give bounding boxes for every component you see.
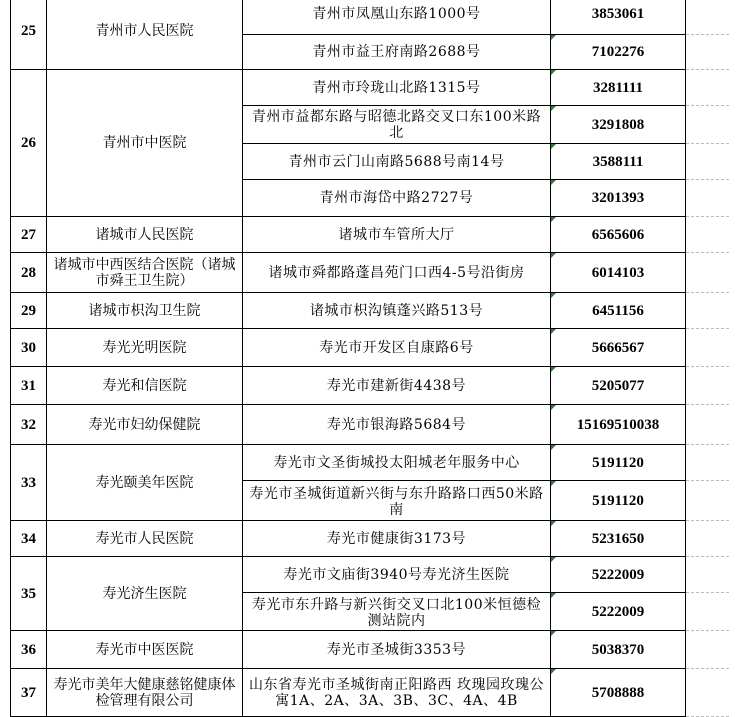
phone-cell: 5708888 [551, 669, 686, 717]
address-cell: 诸城市舜都路蓬昌苑门口西4-5号沿街房 [243, 253, 551, 293]
blank-cell [686, 669, 729, 717]
blank-cell [686, 106, 729, 144]
hospital-name: 寿光市人民医院 [47, 521, 243, 557]
table-row [11, 669, 729, 717]
hospital-name: 寿光光明医院 [47, 329, 243, 367]
row-number: 34 [11, 521, 47, 557]
address-cell: 山东省寿光市圣城街南正阳路西 玫瑰园玫瑰公寓1A、2A、3A、3B、3C、4A、4B [243, 669, 551, 717]
table-row [11, 70, 729, 106]
address-cell: 青州市玲珑山北路1315号 [243, 70, 551, 106]
address-cell: 寿光市文庙街3940号寿光济生医院 [243, 557, 551, 593]
row-number: 25 [11, 0, 47, 70]
blank-cell [686, 329, 729, 367]
address-cell: 寿光市健康街3173号 [243, 521, 551, 557]
hospital-name: 青州市中医院 [47, 70, 243, 217]
row-number: 32 [11, 405, 47, 445]
address-cell: 寿光市建新街4438号 [243, 367, 551, 405]
address-cell: 寿光市文圣街城投太阳城老年服务中心 [243, 445, 551, 481]
phone-cell: 6565606 [551, 217, 686, 253]
row-number: 37 [11, 669, 47, 717]
table-row [11, 367, 729, 405]
row-number: 35 [11, 557, 47, 631]
hospital-name: 寿光和信医院 [47, 367, 243, 405]
table-row [11, 217, 729, 253]
address-cell: 青州市凤凰山东路1000号 [243, 0, 551, 35]
row-number: 29 [11, 293, 47, 329]
hospital-name: 青州市人民医院 [47, 0, 243, 70]
blank-cell [686, 217, 729, 253]
address-cell: 寿光市圣城街3353号 [243, 631, 551, 669]
row-number: 31 [11, 367, 47, 405]
blank-cell [686, 180, 729, 217]
hospital-name: 诸城市中西医结合医院（诸城市舜王卫生院） [47, 253, 243, 293]
blank-cell [686, 35, 729, 70]
address-cell: 青州市益王府南路2688号 [243, 35, 551, 70]
phone-cell: 5191120 [551, 445, 686, 481]
blank-cell [686, 293, 729, 329]
phone-cell: 15169510038 [551, 405, 686, 445]
hospital-name: 寿光市美年大健康慈铭健康体检管理有限公司 [47, 669, 243, 717]
table-row [11, 329, 729, 367]
phone-cell: 5191120 [551, 481, 686, 521]
address-cell: 寿光市银海路5684号 [243, 405, 551, 445]
phone-cell: 3588111 [551, 144, 686, 180]
table-row [11, 521, 729, 557]
hospital-name: 诸城市人民医院 [47, 217, 243, 253]
phone-cell: 5666567 [551, 329, 686, 367]
address-cell: 青州市海岱中路2727号 [243, 180, 551, 217]
row-number: 36 [11, 631, 47, 669]
phone-cell: 5038370 [551, 631, 686, 669]
hospital-name: 寿光颐美年医院 [47, 445, 243, 521]
blank-cell [686, 405, 729, 445]
hospital-name: 诸城市枳沟卫生院 [47, 293, 243, 329]
phone-cell: 3281111 [551, 70, 686, 106]
table-row [11, 0, 729, 35]
blank-cell [686, 521, 729, 557]
address-text: 寿光市东升路与新兴街交叉口北100米恒德检测站院内 [251, 597, 542, 627]
table-row [11, 557, 729, 593]
blank-cell [686, 593, 729, 631]
blank-cell [686, 481, 729, 521]
phone-cell: 7102276 [551, 35, 686, 70]
row-number: 30 [11, 329, 47, 367]
hospital-name: 寿光市妇幼保健院 [47, 405, 243, 445]
phone-cell: 5205077 [551, 367, 686, 405]
row-number: 33 [11, 445, 47, 521]
phone-cell: 5222009 [551, 593, 686, 631]
address-cell [243, 593, 551, 631]
table-row [11, 293, 729, 329]
phone-cell: 3291808 [551, 106, 686, 144]
address-cell: 青州市云门山南路5688号南14号 [243, 144, 551, 180]
address-cell: 诸城市车管所大厅 [243, 217, 551, 253]
hospital-name: 寿光济生医院 [47, 557, 243, 631]
blank-cell [686, 631, 729, 669]
table-row [11, 253, 729, 293]
blank-cell [686, 253, 729, 293]
blank-cell [686, 445, 729, 481]
phone-cell: 3201393 [551, 180, 686, 217]
blank-cell [686, 0, 729, 35]
blank-cell [686, 70, 729, 106]
address-cell: 青州市益都东路与昭德北路交叉口东100米路北 [243, 106, 551, 144]
hospital-table [10, 0, 729, 717]
row-number: 28 [11, 253, 47, 293]
blank-cell [686, 367, 729, 405]
table-row [11, 631, 729, 669]
address-text: 寿光市圣城街道新兴街与东升路路口西50米路南 [249, 486, 544, 516]
address-cell: 诸城市枳沟镇蓬兴路513号 [243, 293, 551, 329]
table-row [11, 405, 729, 445]
row-number: 26 [11, 70, 47, 217]
phone-cell: 6451156 [551, 293, 686, 329]
address-cell: 寿光市开发区自康路6号 [243, 329, 551, 367]
hospital-name: 寿光市中医医院 [47, 631, 243, 669]
blank-cell [686, 557, 729, 593]
row-number: 27 [11, 217, 47, 253]
phone-cell: 6014103 [551, 253, 686, 293]
blank-cell [686, 144, 729, 180]
phone-cell: 3853061 [551, 0, 686, 35]
phone-cell: 5222009 [551, 557, 686, 593]
address-cell [243, 481, 551, 521]
table-row [11, 445, 729, 481]
phone-cell: 5231650 [551, 521, 686, 557]
